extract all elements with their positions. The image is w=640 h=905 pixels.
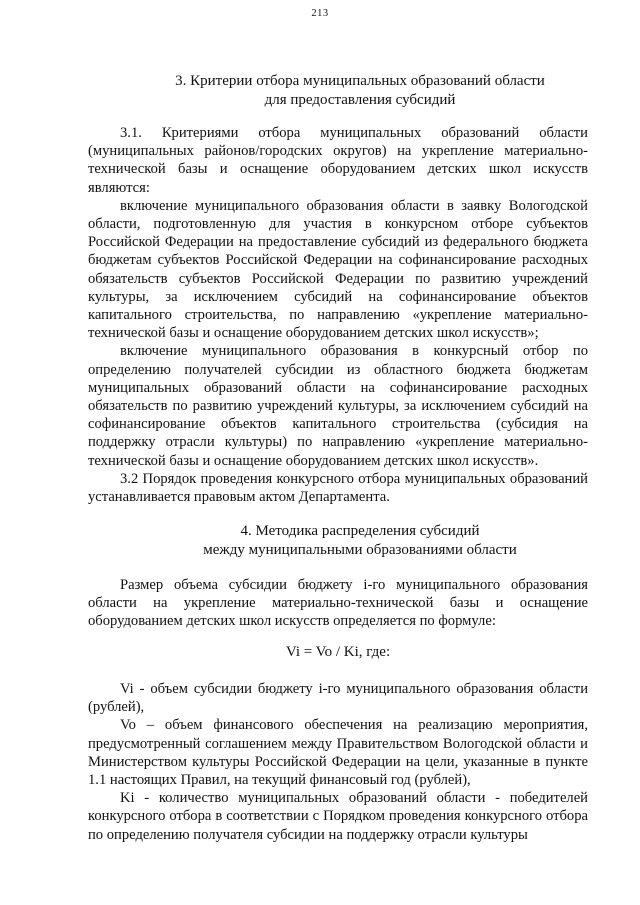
- section-3-title-line-2: для предоставления субсидий: [264, 92, 456, 108]
- section-4-title-line-2: между муниципальными образованиями области: [203, 542, 517, 558]
- paragraph-criterion-2: включение муниципального образования в конкурсный отбор по определению получателей субсидии из областного бюджета бюджетам муниципальных образований области на софинансирование расходных обязательств по развитию учреждений культуры, за исключением субсидий на софинансирование объектов капитального строительства (субсидия на поддержку отрасли культуры) по направлению «укрепление материально-технической базы и оснащение оборудованием детских школ искусств».: [88, 343, 588, 469]
- section-3-body: [88, 124, 588, 506]
- paragraph-3-2: 3.2 Порядок проведения конкурсного отбора муниципальных образований устанавливается правовым актом Департамента.: [88, 470, 588, 506]
- paragraph-method-intro: Размер объема субсидии бюджету i-го муниципального образования области на укрепление материально-технической базы и оснащение оборудованием детских школ искусств определяется по формуле:: [88, 577, 588, 630]
- definition-vo: Vo – объем финансового обеспечения на реализацию мероприятия, предусмотренный соглашением между Правительством Вологодской области и Министерством культуры Российской Федерации на цели, указанные в пункте 1.1 настоящих Правил, на текущий финансовый год (рублей),: [88, 717, 588, 789]
- section-4-title: [80, 522, 640, 560]
- paragraph-criterion-1: включение муниципального образования области в заявку Вологодской области, подготовленную для участия в конкурсном отборе субъектов Российской Федерации на предоставление субсидий из федерального бюджета бюджетам субъектов Российской Федерации на софинансирование расходных обязательств субъектов Российской Федерации по развитию учреждений культуры, за исключением субсидий на софинансирование объектов капитального строительства, по направлению «укрепление материально-технической базы и оснащение оборудованием детских школ искусств»;: [88, 197, 588, 342]
- section-4-intro: [88, 576, 588, 631]
- formula: Vi = Vo / Ki, где:: [285, 644, 391, 660]
- section-4-definitions: [88, 680, 588, 844]
- page-number: 213: [311, 8, 329, 19]
- section-3-title-line-1: 3. Критерии отбора муниципальных образований области: [175, 73, 545, 89]
- section-3-title: [80, 72, 640, 110]
- definition-ki: Ki - количество муниципальных образований области - победителей конкурсного отбора в соответствии с Порядком проведения конкурсного отбора по определению получателя субсидии на поддержку отрасли культуры: [88, 790, 588, 843]
- section-4-title-line-1: 4. Методика распределения субсидий: [240, 523, 480, 539]
- paragraph-3-1: 3.1. Критериями отбора муниципальных образований области (муниципальных районов/городских округов) на укрепление материально-технической базы и оснащение оборудованием детских школ искусств являются:: [88, 125, 588, 196]
- definition-vi: Vi - объем субсидии бюджету i-го муниципального образования области (рублей),: [88, 681, 588, 716]
